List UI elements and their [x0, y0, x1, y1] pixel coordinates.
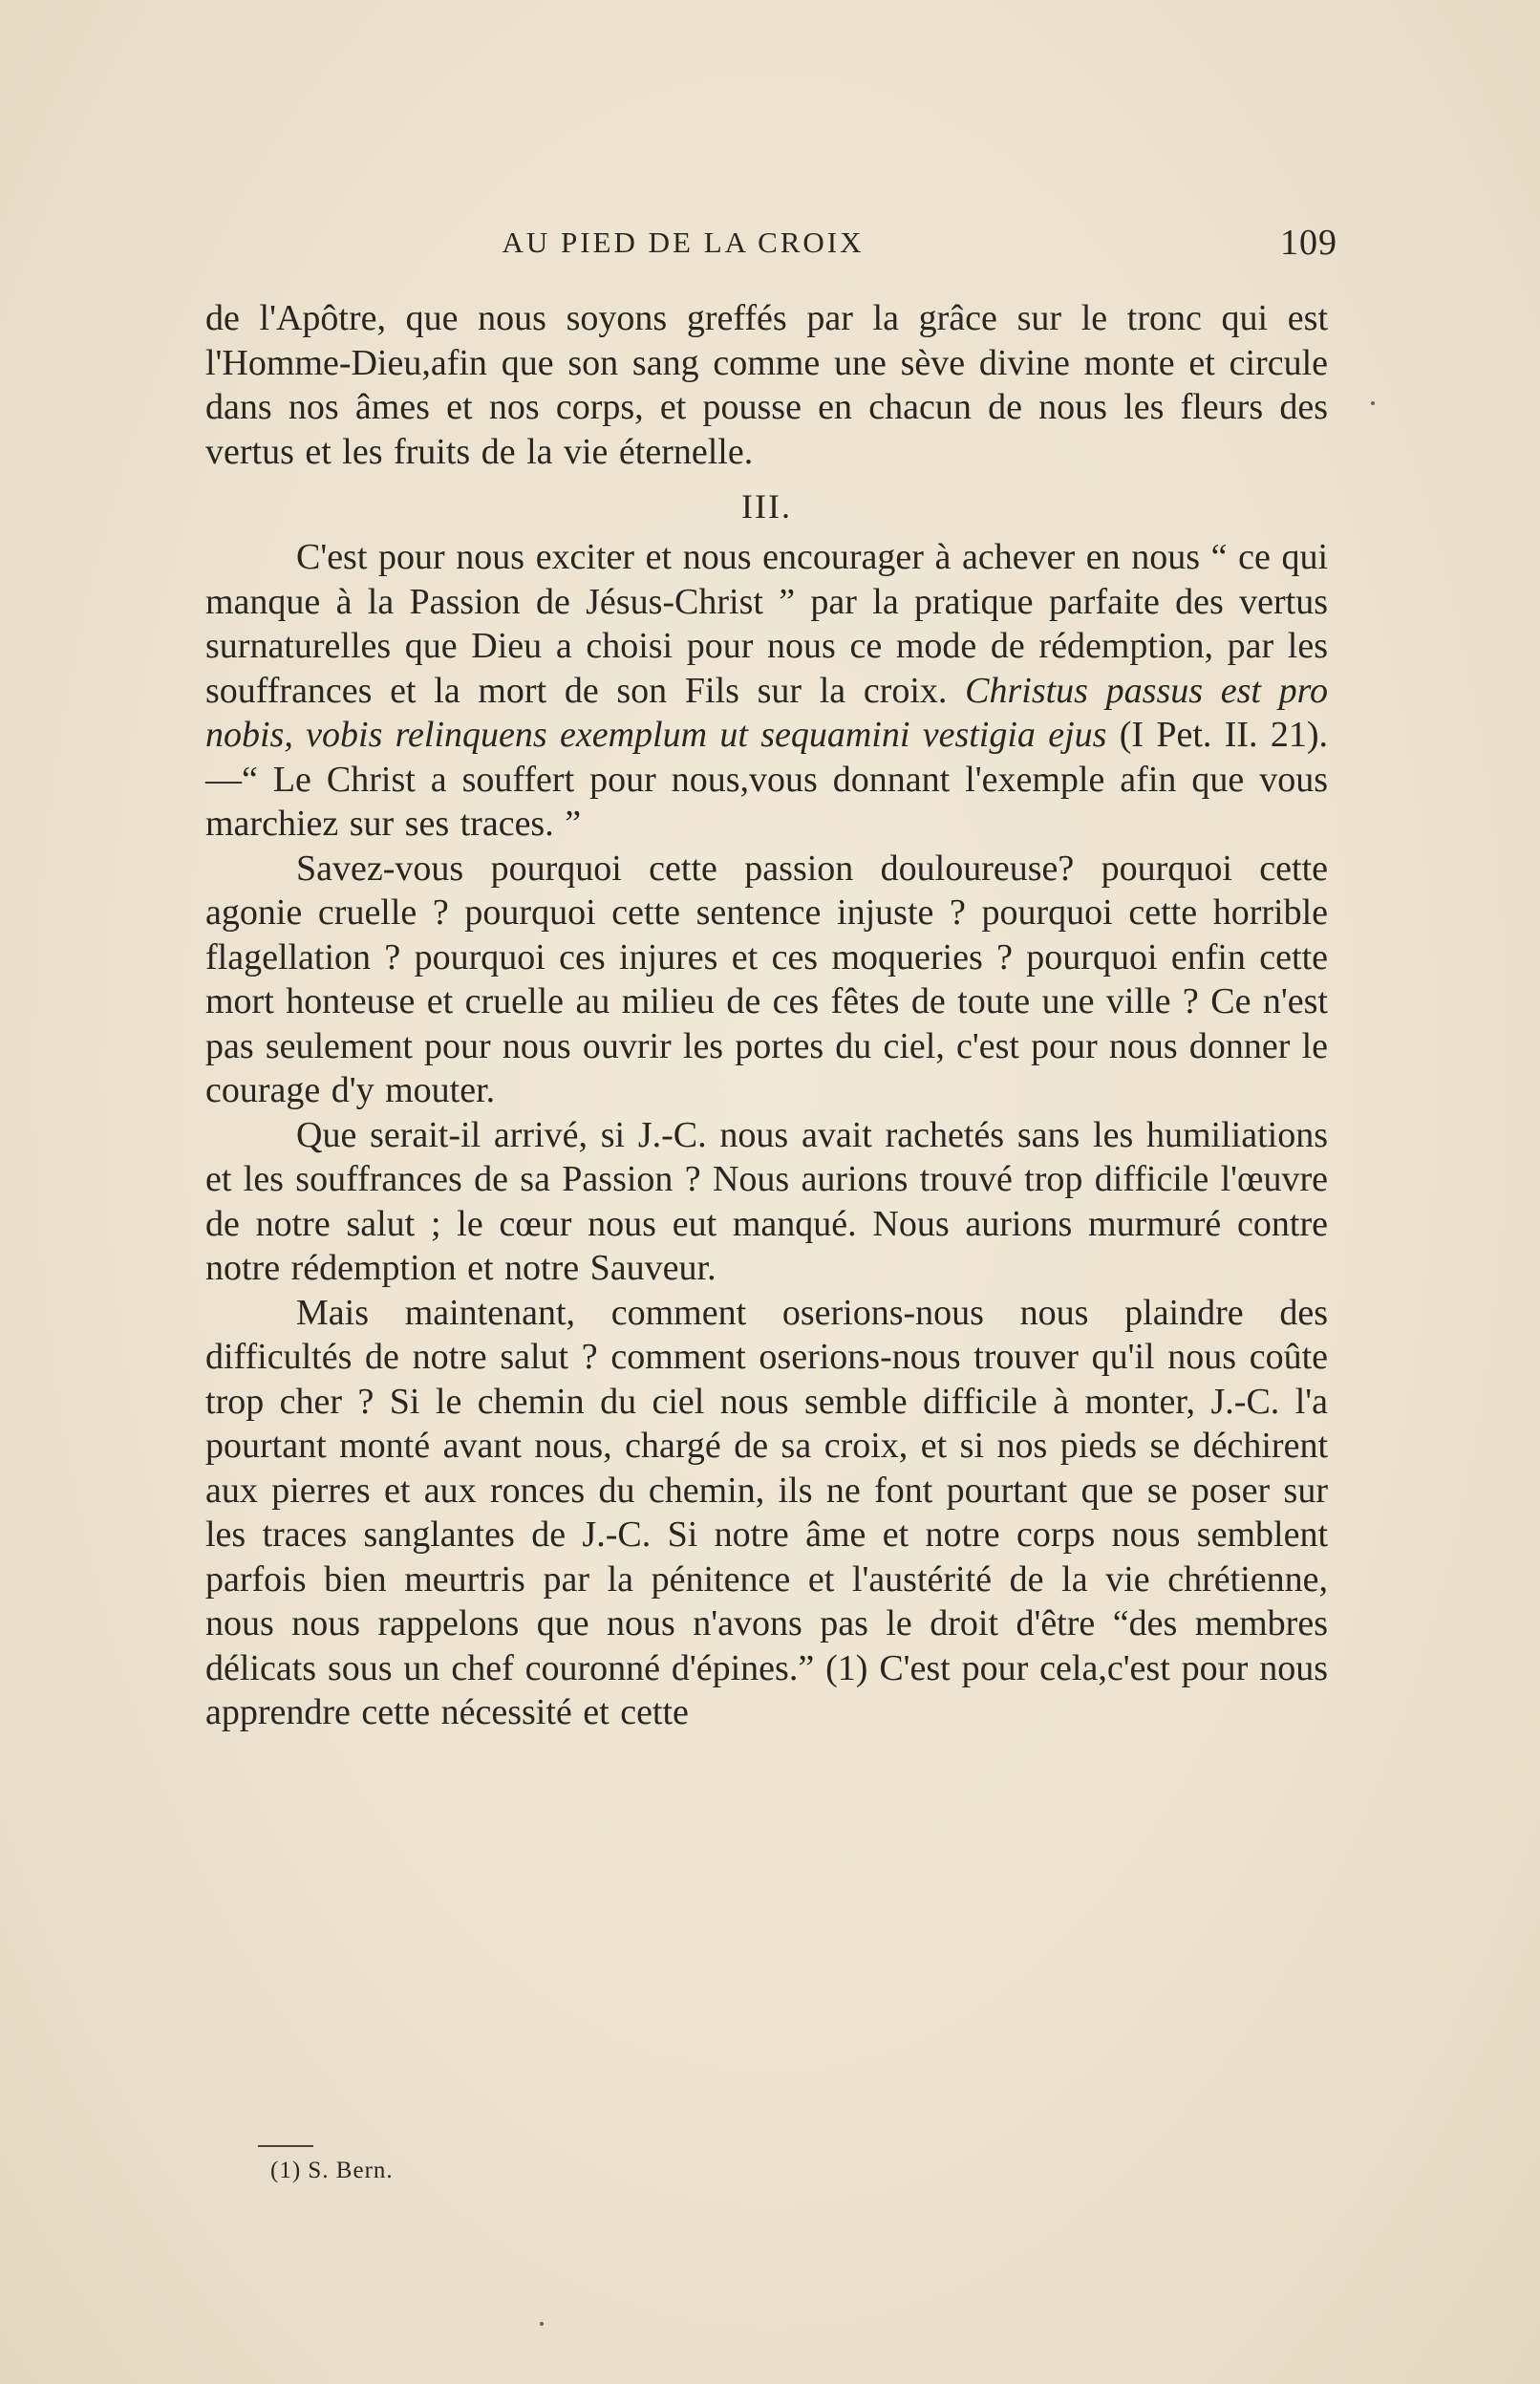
paragraph-1: [205, 296, 1328, 474]
paper-speck: [540, 2322, 544, 2326]
text-run: Mais maintenant, comment oserions-nous nous plaindre des difficultés de notre salut ? comment oserions-nous trouver qu'il nous coûte trop cher ? Si le chemin du ciel nous semble difficile à monter, J.-C. l'a pourtant monté avant nous, chargé de sa croix, et si nos pieds se déchirent aux pierres et aux ronces du chemin, ils ne font pourtant que se poser sur les traces sanglantes de J.-C. Si notre âme et notre corps nous semblent parfois bien meurtris par la pénitence et l'austérité de la vie chrétienne, nous nous rappelons que nous n'avons pas le droit d'être “des membres délicats sous un chef couronné d'épines.” (1) C'est pour cela,c'est pour nous apprendre cette nécessité et cette: [205, 1292, 1328, 1732]
latin-quote: Christus passus est pro nobis, vobis relinquens exemplum ut sequamini vestigia ejus: [205, 670, 1328, 755]
paragraph-3: [205, 847, 1328, 1113]
text-run: C'est pour nous exciter et nous encourager à achever en nous “ ce qui manque à la Passion de Jésus-Christ ” par la pratique parfaite des vertus surnaturelles que Dieu a choisi pour nous ce mode de rédemption, par les souffrances et la mort de son Fils sur la croix.: [205, 537, 1328, 711]
text-run: (I Pet. II. 21).—“ Le Christ a souffert pour nous,vous donnant l'exemple afin que vous marchiez sur ses traces. ”: [205, 715, 1328, 844]
running-head-title: AU PIED DE LA CROIX: [502, 226, 865, 259]
paper-speck: [1371, 401, 1375, 405]
text-run: de l'Apôtre, que nous soyons greffés par la grâce sur le tronc qui est l'Homme-Dieu,afin que son sang comme une sève divine monte et circule dans nos âmes et nos corps, et pousse en chacun de nous les fleurs des vertus et les fruits de la vie éternelle.: [205, 298, 1328, 472]
footnote-rule: [258, 2145, 313, 2147]
paragraph-4: [205, 1113, 1328, 1291]
running-head: [205, 222, 1337, 269]
page-number: 109: [1280, 223, 1337, 263]
paragraph-5: [205, 1291, 1328, 1735]
text-run: Que serait-il arrivé, si J.-C. nous avait rachetés sans les humiliations et les souffrances de sa Passion ? Nous aurions trouvé trop difficile l'œuvre de notre salut ; le cœur nous eut manqué. Nous aurions murmuré contre notre rédemption et notre Sauveur.: [205, 1114, 1328, 1288]
paragraph-2: [205, 535, 1328, 847]
body-text: [205, 296, 1328, 1735]
text-run: Savez-vous pourquoi cette passion douloureuse? pourquoi cette agonie cruelle ? pourquoi cette sentence injuste ? pourquoi cette horrible flagellation ? pourquoi ces injures et ces moqueries ? pourquoi enfin cette mort honteuse et cruelle au milieu de ces fêtes de toute une ville ? Ce n'est pas seulement pour nous ouvrir les portes du ciel, c'est pour nous donner le courage d'y mouter.: [205, 848, 1328, 1110]
footnote: (1) S. Bern.: [270, 2158, 394, 2183]
section-heading: III.: [741, 487, 792, 526]
